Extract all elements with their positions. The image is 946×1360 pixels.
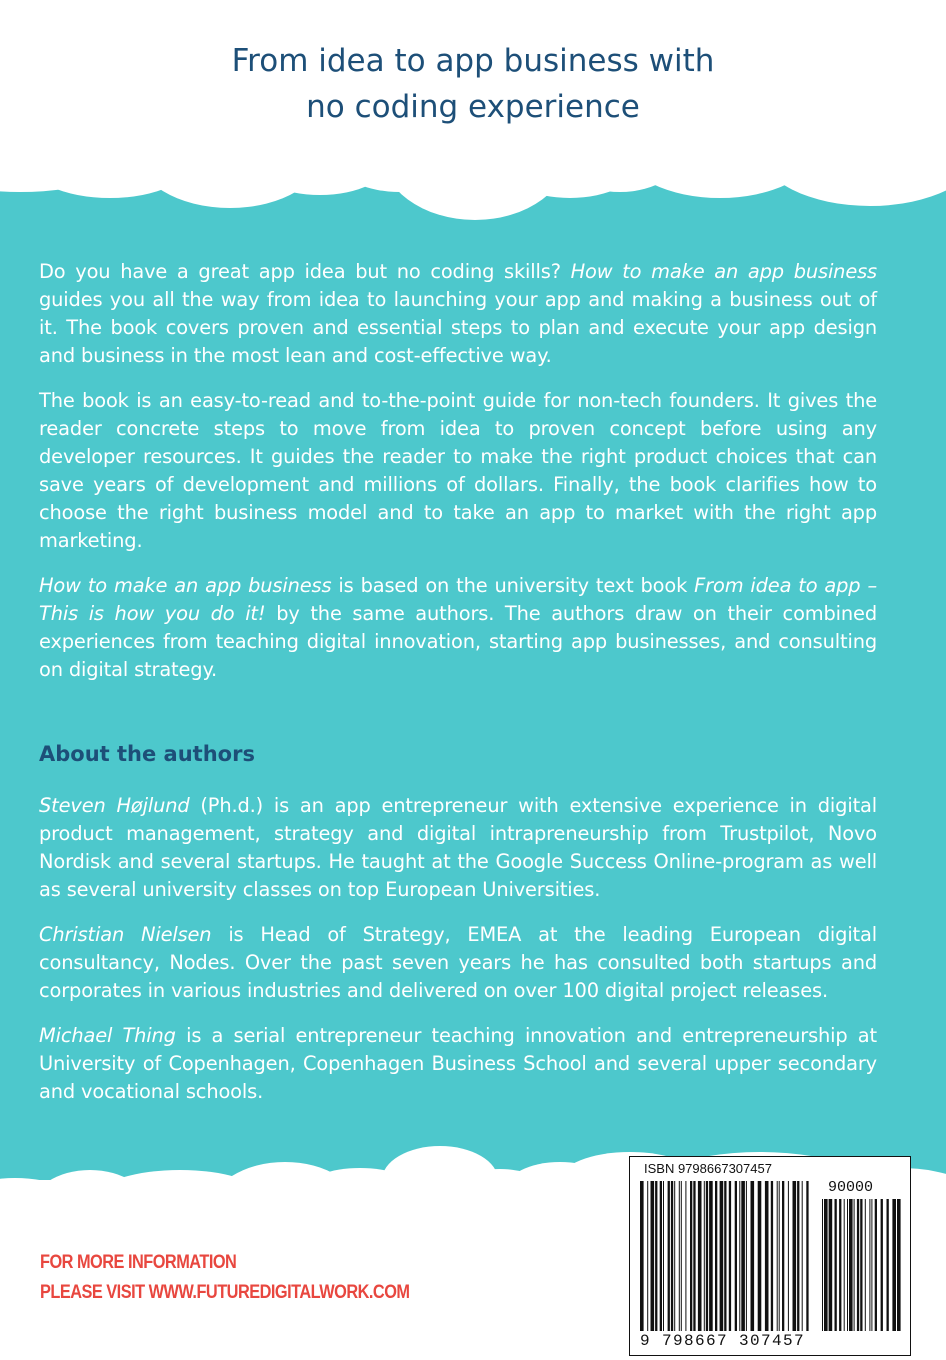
p1-text-a: Do you have a great app idea but no coding skills? xyxy=(39,260,571,283)
author-bio xyxy=(39,921,877,1005)
barcode-digits: 9 798667 307457 xyxy=(640,1332,806,1350)
more-info-line-1: FOR MORE INFORMATION xyxy=(40,1252,237,1273)
cover-headline xyxy=(0,38,946,130)
author-bio xyxy=(39,792,877,904)
author-bio-text: is a serial entrepreneur teaching innovation and entrepreneurship at University of Copenhagen, Copenhagen Business School and several upper secondary and vocational schools. xyxy=(39,1024,877,1103)
price-addon-code: 90000 xyxy=(828,1179,874,1196)
book-description xyxy=(39,258,877,701)
more-info-website: PLEASE VISIT WWW.FUTUREDIGITALWORK.COM xyxy=(40,1282,410,1303)
isbn-barcode-box xyxy=(629,1156,911,1356)
p3-referenced-book: From idea to app – This is how you do it! xyxy=(39,574,877,625)
author-bio-text: is Head of Strategy, EMEA at the leading European digital consultancy, Nodes. Over the past seven years he has consulted both startups and corporates in various industries and delivered on over 100 digital project releases. xyxy=(39,923,877,1002)
p3-text-a: is based on the university text book xyxy=(331,574,695,597)
author-name: Michael Thing xyxy=(39,1024,176,1047)
description-paragraph-2: The book is an easy-to-read and to-the-point guide for non-tech founders. It gives the reader concrete steps to move from idea to proven concept before using any developer resources. It guides the reader to make the right product choices that can save years of development and millions of dollars. Finally, the book clarifies how to choose the right business model and to take an app to market with the right app marketing. xyxy=(39,389,877,552)
author-bio xyxy=(39,1022,877,1106)
p1-text-b: guides you all the way from idea to launching your app and making a business out of it. The book covers proven and essential steps to plan and execute your app design and business in the most lean and cost-effective way. xyxy=(39,288,877,367)
description-paragraph-1 xyxy=(39,258,877,370)
more-info-notice xyxy=(40,1248,410,1308)
description-paragraph-3 xyxy=(39,572,877,684)
p3-text-b: by the same authors. The authors draw on their combined experiences from teaching digital innovation, starting app businesses, and consulting on digital strategy. xyxy=(39,602,877,681)
isbn-label: ISBN 9798667307457 xyxy=(644,1161,772,1176)
authors-heading: About the authors xyxy=(39,742,255,766)
author-bio-text: (Ph.d.) is an app entrepreneur with extensive experience in digital product management, strategy and digital intrapreneurship from Trustpilot, Novo Nordisk and several startups. He taught at the Google Success Online-program as well as several university classes on top European Universities. xyxy=(39,794,877,901)
author-name: Steven Højlund xyxy=(39,794,190,817)
p1-book-title: How to make an app business xyxy=(570,260,878,283)
p3-book-title: How to make an app business xyxy=(39,574,332,597)
headline-line-2: no coding experience xyxy=(306,89,640,125)
headline-line-1: From idea to app business with xyxy=(231,43,715,79)
author-name: Christian Nielsen xyxy=(39,923,212,946)
authors-bios xyxy=(39,792,877,1123)
